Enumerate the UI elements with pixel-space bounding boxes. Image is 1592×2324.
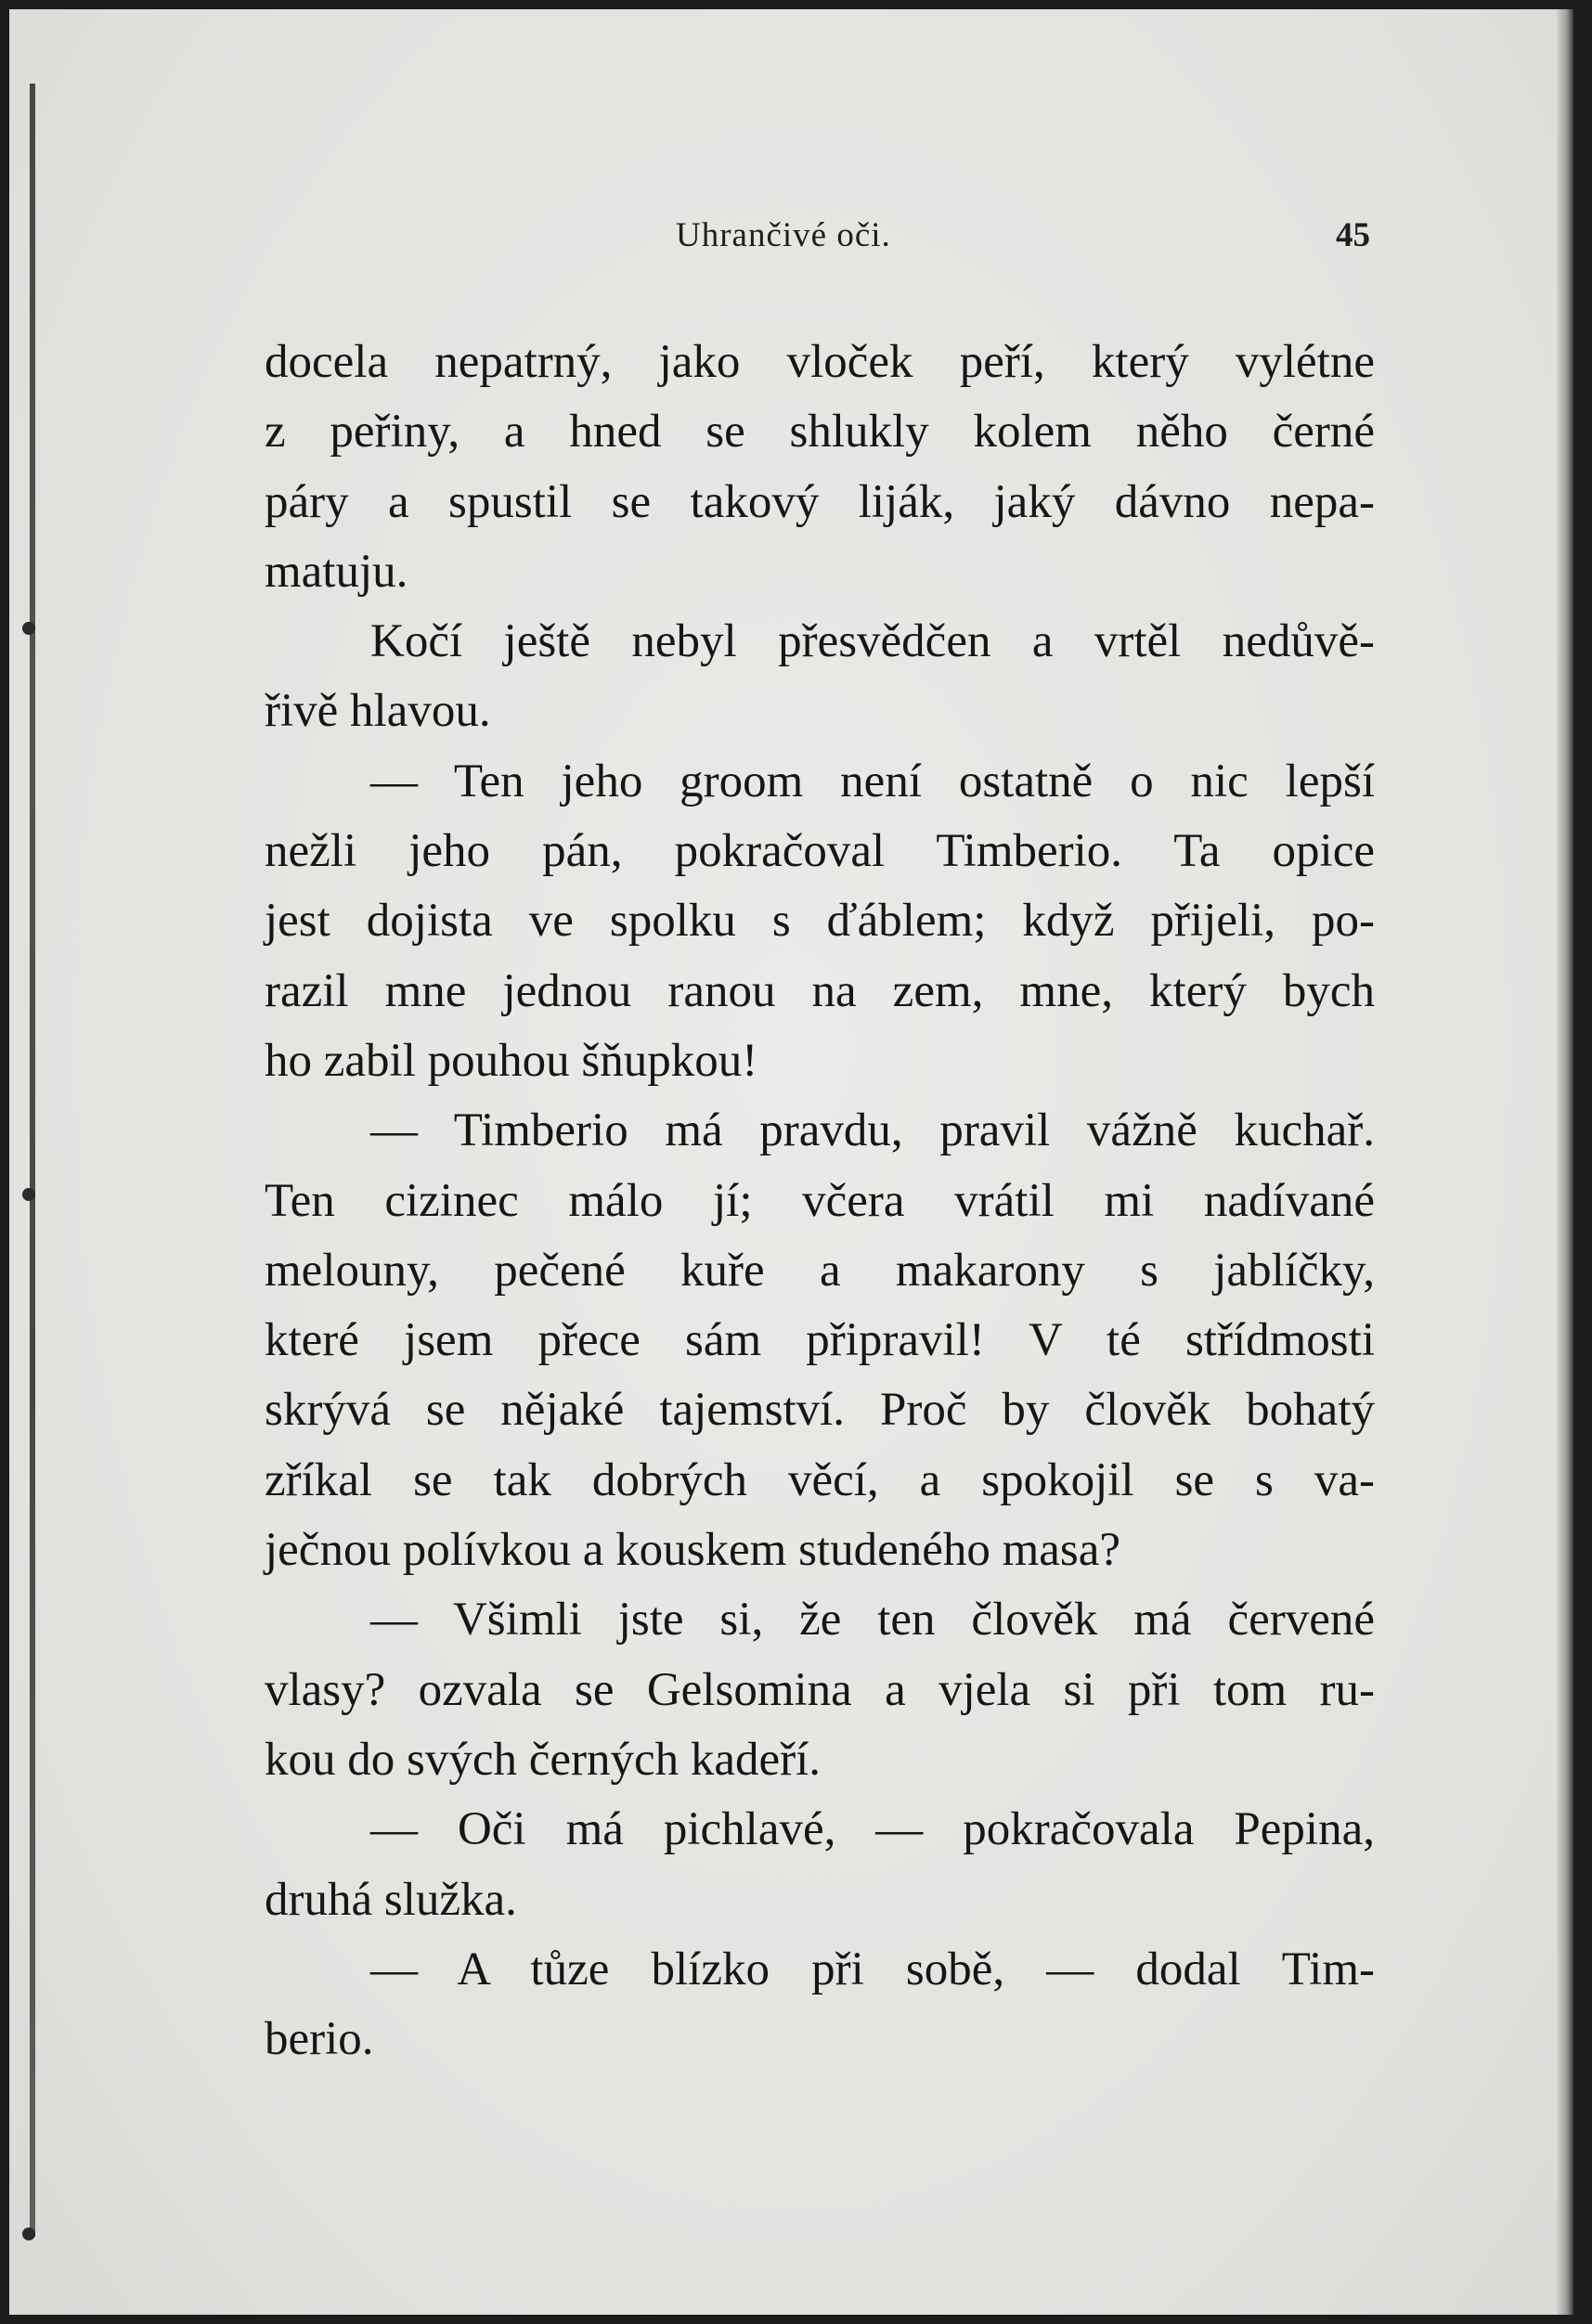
text-line: kou do svých černých kadeří. [265,1733,822,1786]
page-edge-shadow [1557,9,1573,2315]
text-line: nežli jeho pán, pokračoval Timberio. Ta opice [265,825,1375,878]
text-line: skrývá se nějaké tajemství. Proč by člověk bohatý [265,1384,1375,1437]
page-number: 45 [1336,216,1370,254]
paragraph [265,1585,1375,1795]
binding-mark [22,2227,35,2240]
page-header [260,215,1370,262]
text-line: ječnou polívkou a kouskem studeného masa? [265,1524,1121,1577]
paragraph [265,328,1375,607]
text-line: Ten cizinec málo jí; včera vrátil mi nadívané [265,1174,1375,1227]
text-line: Kočí ještě nebyl přesvědčen a vrtěl nedůvě- [370,615,1375,668]
text-line: vlasy? ozvala se Gelsomina a vjela si při tom ru- [265,1663,1375,1716]
text-line: které jsem přece sám připravil! V té střídmosti [265,1314,1375,1367]
text-line: melouny, pečené kuře a makarony s jablíčky, [265,1244,1375,1297]
binding-mark [22,1188,35,1201]
paragraph [265,1795,1375,1935]
text-line: ho zabil pouhou šňupkou! [265,1034,758,1087]
text-line: — Timberio má pravdu, pravil vážně kuchař. [370,1104,1375,1157]
body-text [265,328,1375,2074]
binding-mark [22,622,35,635]
text-line: matuju. [265,545,408,598]
binding-edge [30,84,35,2237]
text-line: druhá služka. [265,1873,517,1926]
running-title: Uhrančivé oči. [676,216,891,254]
text-line: — Oči má pichlavé, — pokračovala Pepina, [370,1803,1375,1856]
text-line: docela nepatrný, jako vloček peří, který vylétne [265,336,1375,388]
paragraph [265,607,1375,747]
text-line: řivě hlavou. [265,685,491,738]
text-line: zříkal se tak dobrých věcí, a spokojil se s va- [265,1453,1375,1506]
text-line: razil mne jednou ranou na zem, mne, který bych [265,964,1375,1017]
text-line: z peřiny, a hned se shlukly kolem něho černé [265,406,1375,458]
paragraph [265,1096,1375,1585]
text-line: páry a spustil se takový liják, jaký dávno nepa- [265,475,1375,528]
text-line: — Všimli jste si, že ten člověk má červené [370,1594,1375,1646]
text-line: — A tůze blízko při sobě, — dodal Tim- [370,1943,1375,1995]
text-line: — Ten jeho groom není ostatně o nic lepší [370,755,1375,807]
paragraph [265,1935,1375,2075]
book-page [9,9,1573,2315]
text-line: jest dojista ve spolku s ďáblem; když přijeli, po- [265,895,1375,948]
paragraph [265,747,1375,1096]
text-line: berio. [265,2013,374,2066]
